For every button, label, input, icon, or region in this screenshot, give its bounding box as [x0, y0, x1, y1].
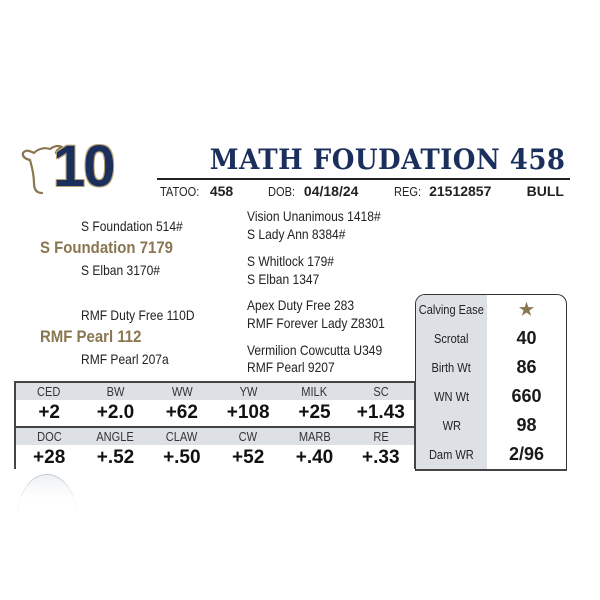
tattoo-value: 458	[209, 183, 234, 199]
stat-row-scrotal	[416, 324, 566, 353]
stat-label: WN Wt	[434, 389, 469, 404]
performance-stats-box	[415, 294, 567, 471]
star-icon: ★	[518, 299, 535, 319]
epd-value: +.40	[295, 447, 334, 468]
pedigree-sire-dam: S Elban 3170#	[81, 262, 160, 278]
reg-label: REG:	[393, 184, 421, 199]
epd-value-row	[16, 400, 414, 426]
animal-name: MATH FOUDATION 458	[210, 143, 566, 176]
epd-value: +2	[38, 402, 60, 423]
lot-number: 10	[53, 134, 114, 199]
epd-value: +.50	[163, 447, 201, 468]
epd-header: DOC	[36, 429, 62, 444]
sex-value: BULL	[526, 183, 564, 199]
animal-info-row	[160, 183, 564, 199]
dob-value: 04/18/24	[303, 183, 359, 199]
epd-block-2	[16, 426, 414, 469]
epd-value: +25	[298, 402, 331, 423]
stat-label: Scrotal	[434, 331, 469, 346]
epd-value: +62	[165, 402, 198, 423]
stat-value: 40	[516, 328, 537, 348]
epd-table	[14, 381, 416, 469]
epd-block-1	[16, 383, 414, 426]
epd-value: +108	[226, 402, 270, 423]
stat-value: 98	[516, 415, 537, 435]
pedigree-sire-dam-dam: S Elban 1347	[247, 271, 320, 287]
epd-header: MILK	[301, 384, 328, 399]
pedigree-dam-dam-sire: Vermilion Cowcutta U349	[247, 342, 383, 358]
epd-value: +.33	[362, 447, 400, 468]
epd-header: CLAW	[166, 429, 198, 444]
pedigree-sire: S Foundation 7179	[40, 238, 174, 257]
dob-label: DOB:	[268, 184, 296, 199]
epd-header: WW	[171, 384, 193, 399]
stat-label: WR	[442, 418, 461, 433]
stat-value: 86	[516, 357, 537, 377]
stat-value: 660	[511, 386, 542, 406]
stat-label: Birth Wt	[431, 360, 472, 375]
epd-header: CW	[238, 429, 258, 444]
pedigree-sire-dam-sire: S Whitlock 179#	[247, 253, 335, 269]
pedigree-dam: RMF Pearl 112	[40, 327, 142, 346]
tattoo-info	[160, 183, 233, 199]
epd-value-row	[16, 445, 414, 470]
pedigree-dam-sire-dam: RMF Forever Lady Z8301	[247, 315, 385, 331]
pedigree-dam-dam: RMF Pearl 207a	[81, 351, 169, 367]
epd-value: +.52	[96, 447, 135, 468]
name-divider	[157, 178, 570, 180]
pedigree-dam-dam-dam: RMF Pearl 9207	[247, 359, 335, 375]
tattoo-label: TATOO:	[160, 184, 200, 199]
stat-row-wr	[416, 411, 566, 440]
epd-header: CED	[37, 384, 61, 399]
reg-info	[394, 183, 492, 199]
pedigree-sire-sire-sire: Vision Unanimous 1418#	[247, 208, 381, 224]
sex-info	[527, 183, 564, 199]
epd-header: BW	[106, 384, 125, 399]
epd-header-row	[16, 383, 414, 400]
pedigree-sire-sire-dam: S Lady Ann 8384#	[247, 226, 346, 242]
pedigree-dam-sire: RMF Duty Free 110D	[81, 307, 195, 323]
epd-value: +2.0	[96, 402, 135, 423]
epd-header-row	[16, 428, 414, 445]
stat-row-calving-ease	[416, 295, 566, 324]
epd-header: MARB	[298, 429, 331, 444]
stat-value: 2/96	[508, 444, 545, 464]
pedigree-sire-sire: S Foundation 514#	[81, 218, 183, 234]
epd-value: +1.43	[356, 402, 405, 423]
stat-row-dam-wr	[416, 440, 566, 469]
stat-row-wn-wt	[416, 382, 566, 411]
epd-value: +28	[33, 447, 66, 468]
epd-value: +52	[232, 447, 265, 468]
dob-info	[268, 183, 358, 199]
epd-header: YW	[239, 384, 258, 399]
stat-label: Calving Ease	[418, 302, 485, 317]
stat-row-birth-wt	[416, 353, 566, 382]
epd-header: ANGLE	[96, 429, 135, 444]
epd-header: RE	[373, 429, 389, 444]
badge-arc-decoration	[18, 474, 76, 514]
stat-label: Dam WR	[429, 447, 474, 462]
reg-value: 21512857	[429, 183, 492, 199]
pedigree-dam-sire-sire: Apex Duty Free 283	[247, 297, 355, 313]
epd-header: SC	[373, 384, 389, 399]
